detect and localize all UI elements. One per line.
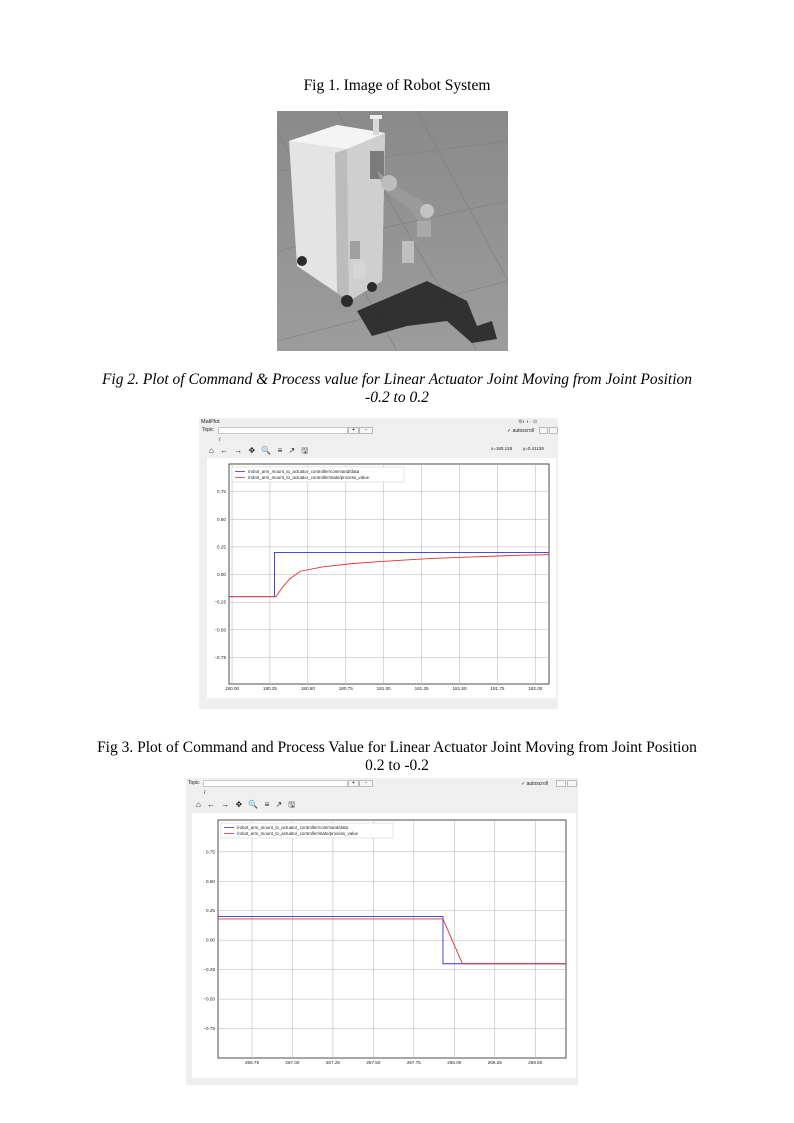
x-tick-label: 181.50 (452, 686, 467, 691)
x-tick-label: 180.00 (225, 686, 240, 691)
legend-entry: /robot_arm_mount_to_actuator_controller/command/data (237, 825, 349, 830)
y-tick-label: 0.75 (217, 489, 226, 495)
fig2-caption-line1: Fig 2. Plot of Command & Process value for Linear Actuator Joint Moving from Joint Position (101, 371, 693, 388)
fig2-caption-line2: -0.2 to 0.2 (365, 389, 429, 406)
autoscroll-checkbox[interactable]: ✓ autoscroll (521, 781, 548, 787)
y-tick-label: 0.00 (217, 572, 226, 578)
x-tick-label: 268.50 (528, 1060, 543, 1065)
x-readout: x=180.128 (491, 446, 513, 451)
x-tick-label: 267.50 (366, 1060, 381, 1065)
x-tick-label: 181.75 (490, 686, 505, 691)
y-tick-label: −0.75 (214, 654, 226, 660)
add-topic-button[interactable]: + (348, 427, 359, 434)
topic-input[interactable]: / (218, 427, 348, 434)
y-tick-label: 0.50 (217, 516, 226, 522)
legend-entry: /robot_arm_mount_to_actuator_controller/state/process_value (237, 831, 359, 836)
legend (221, 823, 393, 838)
x-tick-label: 267.25 (325, 1060, 340, 1065)
topic-label: Topic (188, 780, 200, 786)
navigation-toolbar[interactable]: ⌂ ← → ✥ 🔍 ≡ ↗ 🖫 (196, 800, 298, 809)
x-tick-label: 181.00 (376, 686, 391, 691)
remove-topic-button[interactable]: − (359, 780, 373, 787)
y-readout: y=0.41128 (523, 446, 544, 451)
window-title: MatPlot (201, 419, 220, 425)
y-tick-label: −0.25 (203, 967, 215, 973)
topic-label: Topic (202, 427, 214, 433)
topic-input[interactable]: / (203, 780, 348, 787)
y-tick-label: 0.25 (217, 544, 226, 550)
legend-entry: /robot_arm_mount_to_actuator_controller/command/data (248, 469, 360, 474)
fig3-chart (186, 778, 578, 1085)
fig2-chart (199, 418, 558, 709)
y-tick-label: −0.50 (214, 627, 226, 633)
x-tick-label: 266.75 (244, 1060, 260, 1065)
x-tick-label: 180.50 (300, 686, 315, 691)
fig1-caption: Fig 1. Image of Robot System (303, 77, 491, 94)
x-tick-label: 181.25 (414, 686, 429, 691)
remove-topic-button[interactable]: − (359, 427, 373, 434)
x-tick-label: 268.25 (487, 1060, 502, 1065)
plot-area (229, 464, 549, 684)
y-tick-label: −0.50 (203, 996, 215, 1002)
x-tick-label: 180.25 (262, 686, 277, 691)
fig2-matplot-window (199, 418, 558, 709)
robot-render-image (277, 111, 508, 351)
y-tick-label: 0.25 (206, 908, 215, 914)
y-tick-label: 0.00 (206, 937, 215, 943)
navigation-toolbar[interactable]: ⌂ ← → ✥ 🔍 ≡ ↗ 🖫 (209, 446, 311, 455)
x-tick-label: 182.00 (528, 686, 543, 691)
fig3-caption-line1: Fig 3. Plot of Command and Process Value for Linear Actuator Joint Moving from Joint Position (97, 739, 697, 756)
x-tick-label: 267.00 (285, 1060, 300, 1065)
window-controls-icon[interactable]: ⚙◐◑ · ⊙ (518, 419, 538, 425)
x-tick-label: 180.75 (338, 686, 353, 691)
plot-area (218, 820, 566, 1058)
x-tick-label: 267.75 (406, 1060, 421, 1065)
legend (232, 467, 404, 482)
y-tick-label: 0.75 (206, 849, 215, 855)
add-topic-button[interactable]: + (348, 780, 359, 787)
legend-entry: /robot_arm_mount_to_actuator_controller/state/process_value (248, 475, 370, 480)
fig3-caption-line2: 0.2 to -0.2 (365, 757, 429, 774)
autoscroll-checkbox[interactable]: ✓ autoscroll (507, 428, 534, 434)
y-tick-label: −0.75 (203, 1026, 215, 1032)
fig3-matplot-window (186, 778, 578, 1085)
y-tick-label: −0.25 (214, 599, 226, 605)
x-tick-label: 268.00 (447, 1060, 462, 1065)
y-tick-label: 0.50 (206, 878, 215, 884)
